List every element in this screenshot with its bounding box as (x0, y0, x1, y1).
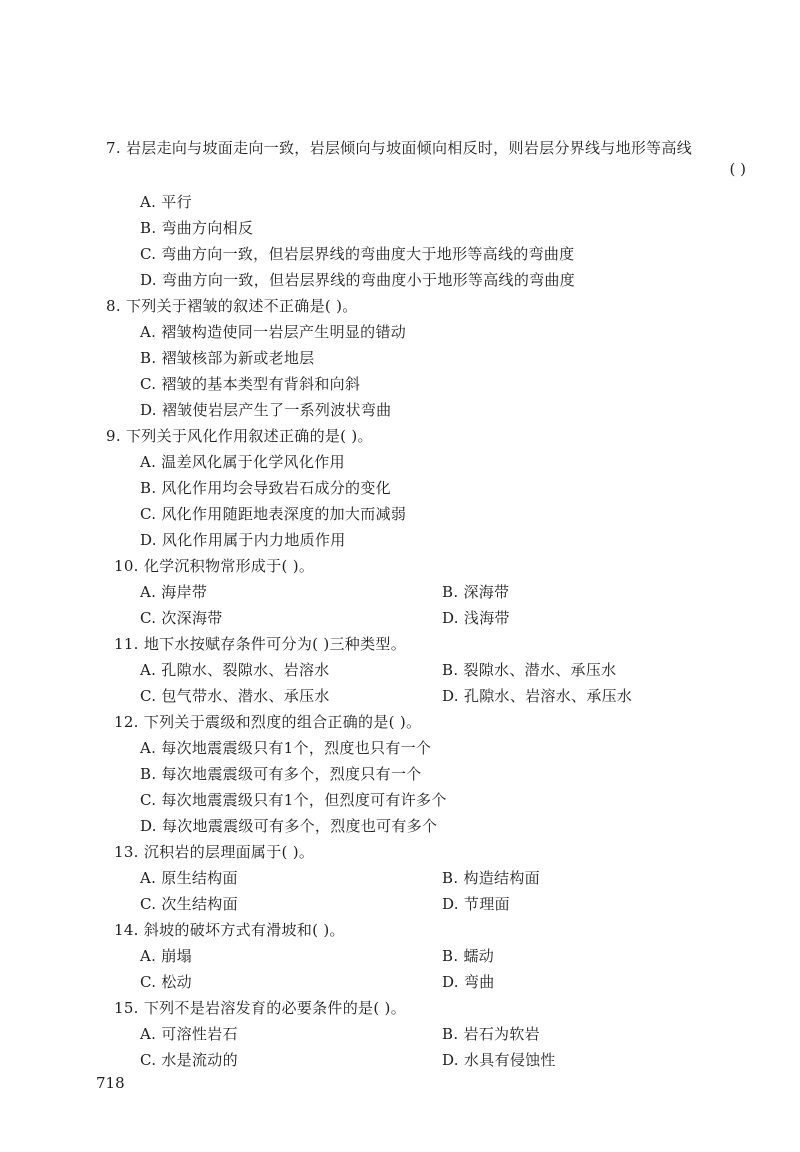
question-12-option-d: D. 每次地震震级可有多个，烈度也可有多个 (140, 817, 438, 835)
question-12-option-a: A. 每次地震震级只有1个，烈度也只有一个 (140, 739, 432, 757)
question-13-option-b: B. 构造结构面 (442, 869, 540, 887)
question-9-option-a: A. 温差风化属于化学风化作用 (140, 453, 345, 471)
question-11-stem: 11. 地下水按赋存条件可分为( )三种类型。 (114, 635, 406, 653)
question-8-stem: 8. 下列关于褶皱的叙述不正确是( )。 (106, 297, 358, 315)
question-13-stem: 13. 沉积岩的层理面属于( )。 (114, 843, 315, 861)
question-7-option-b: B. 弯曲方向相反 (140, 219, 254, 237)
question-7-answer-blank: ( ) (729, 160, 746, 178)
question-10-option-b: B. 深海带 (442, 583, 510, 601)
question-15-stem: 15. 下列不是岩溶发育的必要条件的是( )。 (114, 999, 406, 1017)
question-10-option-d: D. 浅海带 (442, 609, 510, 627)
question-9-option-d: D. 风化作用属于内力地质作用 (140, 531, 346, 549)
question-14-option-c: C. 松动 (140, 973, 192, 991)
question-15-option-a: A. 可溶性岩石 (140, 1025, 238, 1043)
question-9-stem: 9. 下列关于风化作用叙述正确的是( )。 (106, 427, 373, 445)
question-11-option-b: B. 裂隙水、潜水、承压水 (442, 661, 617, 679)
question-15-option-d: D. 水具有侵蚀性 (442, 1051, 556, 1069)
question-14-option-b: B. 蠕动 (442, 947, 495, 965)
question-11-option-d: D. 孔隙水、岩溶水、承压水 (442, 687, 633, 705)
question-8-option-d: D. 褶皱使岩层产生了一系列波状弯曲 (140, 401, 392, 419)
question-10-option-a: A. 海岸带 (140, 583, 208, 601)
question-8-option-a: A. 褶皱构造使同一岩层产生明显的错动 (140, 323, 407, 341)
question-14-option-a: A. 崩塌 (140, 947, 192, 965)
question-9-option-c: C. 风化作用随距地表深度的加大而减弱 (140, 505, 407, 523)
question-8-option-b: B. 褶皱核部为新或老地层 (140, 349, 315, 367)
question-14-stem: 14. 斜坡的破坏方式有滑坡和( )。 (114, 921, 345, 939)
question-12-option-c: C. 每次地震震级只有1个，但烈度可有许多个 (140, 791, 447, 809)
question-13-option-a: A. 原生结构面 (140, 869, 238, 887)
question-10-option-c: C. 次深海带 (140, 609, 223, 627)
question-7-option-c: C. 弯曲方向一致，但岩层界线的弯曲度大于地形等高线的弯曲度 (140, 245, 575, 263)
question-11-option-c: C. 包气带水、潜水、承压水 (140, 687, 330, 705)
question-12-stem: 12. 下列关于震级和烈度的组合正确的是( )。 (114, 713, 422, 731)
question-7-option-d: D. 弯曲方向一致，但岩层界线的弯曲度小于地形等高线的弯曲度 (140, 271, 576, 289)
question-7-stem: 7. 岩层走向与坡面走向一致，岩层倾向与坡面倾向相反时，则岩层分界线与地形等高线 (106, 139, 693, 157)
question-10-stem: 10. 化学沉积物常形成于( )。 (114, 557, 315, 575)
question-14-option-d: D. 弯曲 (442, 973, 495, 991)
question-9-option-b: B. 风化作用均会导致岩石成分的变化 (140, 479, 391, 497)
question-15-option-b: B. 岩石为软岩 (442, 1025, 540, 1043)
question-11-option-a: A. 孔隙水、裂隙水、岩溶水 (140, 661, 330, 679)
question-12-option-b: B. 每次地震震级可有多个，烈度只有一个 (140, 765, 422, 783)
question-7-option-a: A. 平行 (140, 193, 192, 211)
question-13-option-c: C. 次生结构面 (140, 895, 238, 913)
page-number: 718 (96, 1074, 125, 1092)
question-8-option-c: C. 褶皱的基本类型有背斜和向斜 (140, 375, 361, 393)
question-13-option-d: D. 节理面 (442, 895, 510, 913)
question-15-option-c: C. 水是流动的 (140, 1051, 238, 1069)
